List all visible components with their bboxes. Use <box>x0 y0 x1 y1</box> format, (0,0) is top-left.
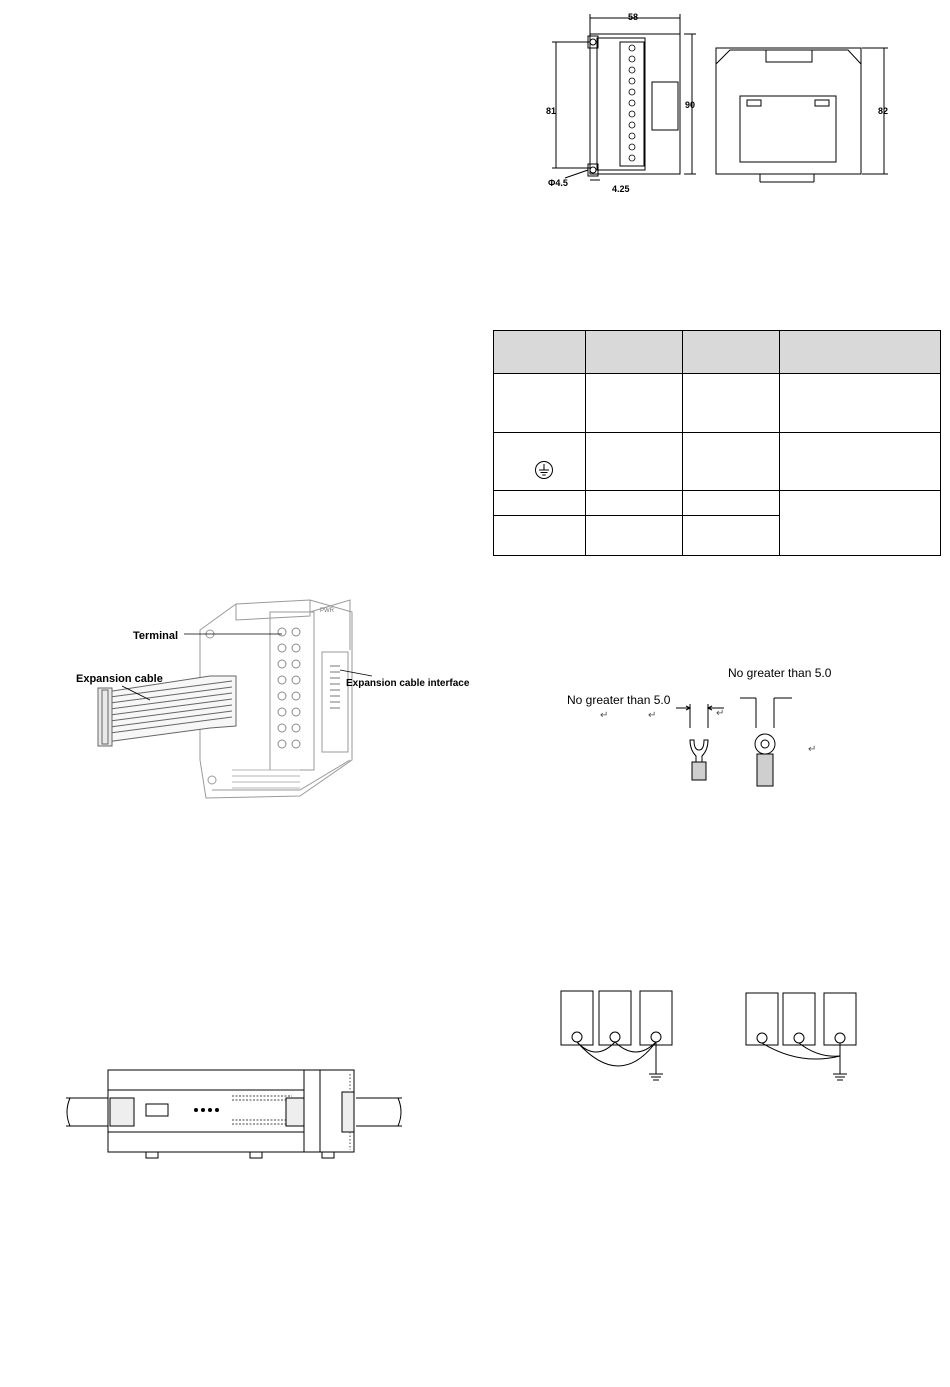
spec-table <box>493 330 941 556</box>
ground-symbol-icon <box>572 1032 845 1043</box>
din-rail-diagram <box>60 1062 420 1162</box>
table-cell <box>586 516 683 556</box>
table-header-row <box>494 331 941 374</box>
table-cell <box>494 491 586 516</box>
return-mark: ↵ <box>808 744 817 755</box>
table-cell <box>780 374 941 433</box>
table-cell <box>586 491 683 516</box>
crimp-lug-diagram <box>560 660 870 795</box>
offset-dimension: 4.25 <box>612 184 630 194</box>
table-header-cell <box>683 331 780 374</box>
right-height-dimension: 90 <box>685 100 696 110</box>
protective-earth-icon <box>534 460 554 480</box>
side-height-dimension: 82 <box>878 106 889 116</box>
table-cell-ground <box>494 433 586 491</box>
return-mark: ↵ <box>716 708 725 719</box>
expansion-interface-label: Expansion cable interface <box>346 678 470 689</box>
table-header-cell <box>586 331 683 374</box>
table-row <box>494 433 941 491</box>
table-header-cell <box>494 331 586 374</box>
hole-dimension: Φ4.5 <box>548 178 568 188</box>
table-header-cell <box>780 331 941 374</box>
table-cell <box>586 433 683 491</box>
table-row <box>494 374 941 433</box>
module-mark: PWR <box>320 608 334 614</box>
left-note-label: No greater than 5.0 <box>567 693 671 707</box>
module-cable-diagram <box>70 590 470 805</box>
left-height-dimension: 81 <box>546 106 557 116</box>
table-cell <box>494 516 586 556</box>
table-cell <box>683 491 780 516</box>
terminal-label: Terminal <box>133 630 179 642</box>
width-dimension: 58 <box>628 12 639 22</box>
return-mark: ↵ <box>600 710 609 721</box>
dimension-drawing <box>540 10 900 200</box>
return-mark: ↵ <box>648 710 657 721</box>
table-cell <box>780 433 941 491</box>
right-note-label: No greater than 5.0 <box>728 666 832 680</box>
table-cell <box>683 516 780 556</box>
table-cell <box>683 374 780 433</box>
table-cell-merged <box>780 491 941 556</box>
table-cell <box>494 374 586 433</box>
grounding-diagram <box>555 985 865 1085</box>
expansion-cable-label: Expansion cable <box>76 673 163 685</box>
table-cell <box>683 433 780 491</box>
table-cell <box>586 374 683 433</box>
table-row <box>494 491 941 516</box>
